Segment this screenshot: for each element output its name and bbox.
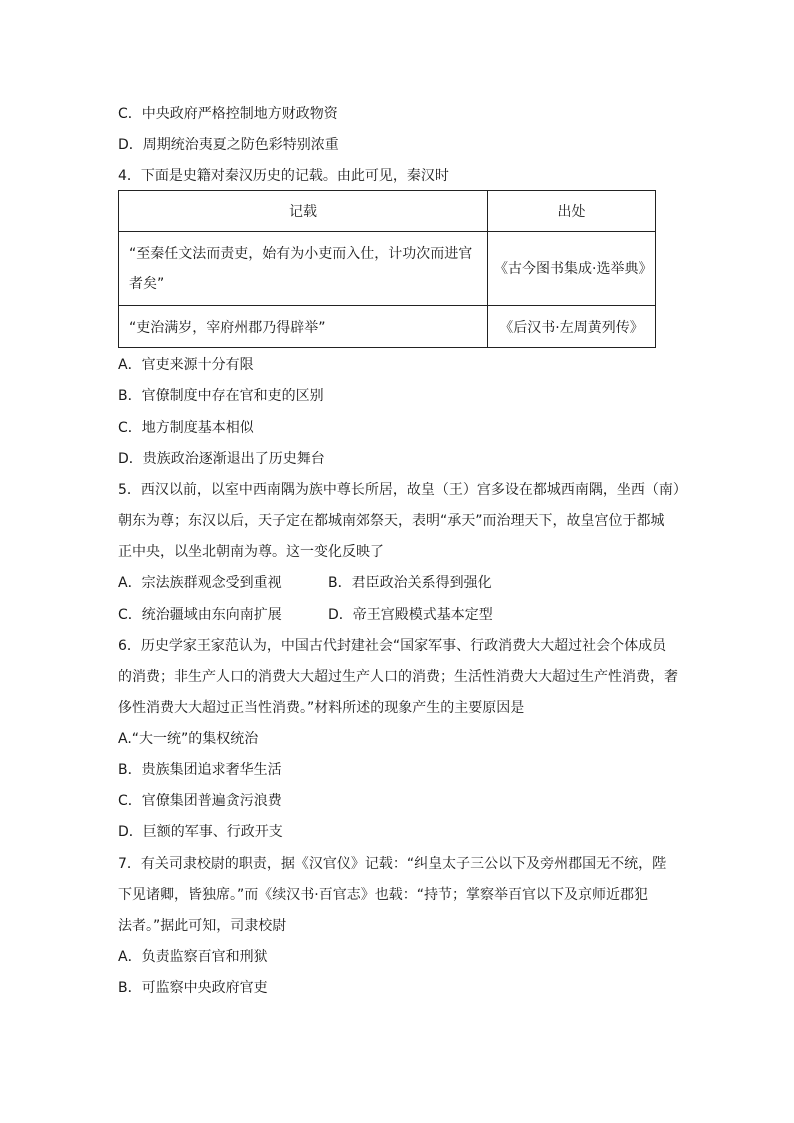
q5-options-row xyxy=(118,605,493,625)
q4-option-c: C．地方制度基本相似 xyxy=(118,420,254,436)
q6-option-b: B．贵族集团追求奢华生活 xyxy=(118,762,282,778)
q5-stem-line: 朝东为尊；东汉以后，天子定在都城南郊祭天，表明“承天”而治理天下，故皇宫位于都城 xyxy=(118,513,665,529)
q6-option-a: A.“大一统”的集权统治 xyxy=(118,731,259,747)
q7-stem-line: 下见诸卿，皆独席。”而《续汉书·百官志》也载：“持节；掌察举百官以下及京师近郡犯 xyxy=(118,887,648,903)
q4-stem: 4．下面是史籍对秦汉历史的记载。由此可见，秦汉时 xyxy=(118,168,449,184)
q5-option-a: A．宗法族群观念受到重视 xyxy=(118,575,282,591)
q5-option-d: D．帝王宫殿模式基本定型 xyxy=(328,607,493,623)
records-table xyxy=(118,190,656,348)
record-cell: “至秦任文法而责吏，始有为小吏而入仕，计功次而进官者矣” xyxy=(119,232,488,306)
source-cell: 《后汉书·左周黄列传》 xyxy=(488,306,656,348)
q4-option-a: A．官吏来源十分有限 xyxy=(118,357,254,373)
table-row xyxy=(119,232,656,306)
record-cell: “吏治满岁，宰府州郡乃得辟举” xyxy=(119,306,488,348)
q5-options-row xyxy=(118,573,492,593)
header-record: 记载 xyxy=(119,191,488,232)
q6-stem-line: 6．历史学家王家范认为，中国古代封建社会“国家军事、行政消费大大超过社会个体成员 xyxy=(118,638,667,654)
table-row xyxy=(119,306,656,348)
q5-stem-line: 5．西汉以前，以室中西南隅为族中尊长所居，故皇（王）宫多设在都城西南隅，坐西（南） xyxy=(118,482,687,498)
q4-option-d: D．贵族政治逐渐退出了历史舞台 xyxy=(118,451,325,467)
q6-option-c: C．官僚集团普遍贪污浪费 xyxy=(118,793,282,809)
q3-option-c: C．中央政府严格控制地方财政物资 xyxy=(118,106,338,122)
q5-option-b: B．君臣政治关系得到强化 xyxy=(328,575,492,591)
q6-stem-line: 的消费；非生产人口的消费大大超过生产人口的消费；生活性消费大大超过生产性消费，奢 xyxy=(118,669,678,685)
q7-stem-line: 法者。”据此可知，司隶校尉 xyxy=(118,918,287,934)
q4-option-b: B．官僚制度中存在官和吏的区别 xyxy=(118,388,324,404)
q3-option-d: D．周期统治夷夏之防色彩特别浓重 xyxy=(118,137,339,153)
q7-option-b: B．可监察中央政府官吏 xyxy=(118,980,268,996)
source-cell: 《古今图书集成·选举典》 xyxy=(488,232,656,306)
q6-option-d: D．巨额的军事、行政开支 xyxy=(118,824,283,840)
q5-option-c: C．统治疆域由东向南扩展 xyxy=(118,607,282,623)
q7-option-a: A．负责监察百官和刑狱 xyxy=(118,949,268,965)
q7-stem-line: 7．有关司隶校尉的职责，据《汉官仪》记载：“纠皇太子三公以下及旁州郡国无不统，陛 xyxy=(118,856,667,872)
header-source: 出处 xyxy=(488,191,656,232)
q5-stem-line: 正中央，以坐北朝南为尊。这一变化反映了 xyxy=(118,544,384,560)
q6-stem-line: 侈性消费大大超过正当性消费。”材料所述的现象产生的主要原因是 xyxy=(118,700,525,716)
